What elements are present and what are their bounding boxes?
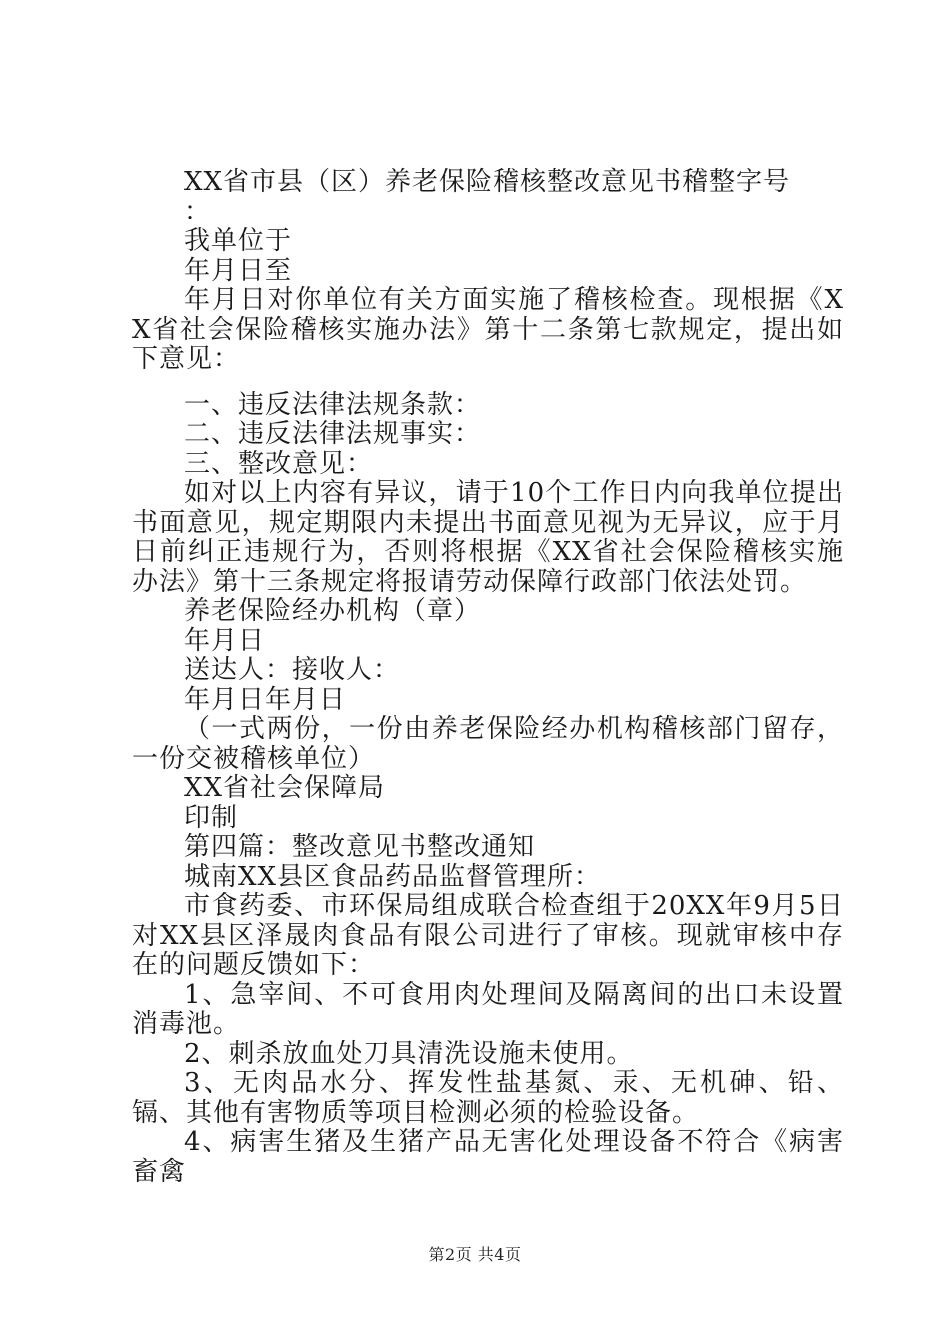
- doc-delivery-line: 送达人：接收人：: [184, 655, 401, 685]
- doc-section-heading: 三、整改意见：: [184, 448, 374, 479]
- doc-paragraph: 年月日至: [184, 255, 293, 286]
- doc-chapter-heading: 第四篇：整改意见书整改通知: [184, 832, 536, 862]
- doc-signature-org: 养老保险经办机构（章）: [184, 596, 482, 626]
- doc-paragraph: 我单位于: [184, 226, 293, 256]
- doc-addressee: ：: [184, 196, 212, 227]
- doc-paragraph: 如对以上内容有异议，请于10个工作日内向我单位提出书面意见，规定期限内未提出书面意见视为无异议，应于月日前纠正违规行为，否则将根据《XX省社会保险稽核实施办法》第十三条规定将报请劳动保障行政部门依法处罚。: [132, 478, 844, 597]
- doc-addressee: 城南XX县区食品药品监督管理所：: [184, 861, 602, 892]
- doc-issuer: XX省社会保障局: [184, 773, 386, 803]
- doc-section-heading: 二、违反法律法规事实：: [184, 419, 482, 449]
- doc-list-item: 4、病害生猪及生猪产品无害化处理设备不符合《病害畜禽: [132, 1127, 844, 1187]
- doc-list-item: 1、急宰间、不可食用肉处理间及隔离间的出口未设置消毒池。: [132, 979, 844, 1039]
- doc-date-line: 年月日: [184, 625, 266, 656]
- doc-paragraph: 市食药委、市环保局组成联合检查组于20XX年9月5日对XX县区泽晟肉食品有限公司进行了审核。现就审核中存在的问题反馈如下：: [132, 891, 844, 980]
- page-number-footer: 第2页 共4页: [428, 1245, 522, 1264]
- doc-paragraph: 年月日对你单位有关方面实施了稽核检查。现根据《XX省社会保险稽核实施办法》第十二条第七款规定，提出如下意见：: [132, 285, 844, 374]
- document-body: [132, 168, 844, 1187]
- doc-note: （一式两份，一份由养老保险经办机构稽核部门留存，一份交被稽核单位）: [132, 714, 844, 774]
- doc-issuer-note: 印制: [184, 802, 239, 833]
- doc-title: XX省市县（区）养老保险稽核整改意见书稽整字号: [184, 167, 791, 197]
- doc-list-item: 3、无肉品水分、挥发性盐基氮、汞、无机砷、铅、镉、其他有害物质等项目检测必须的检验设备。: [132, 1068, 844, 1128]
- doc-list-item: 2、刺杀放血处刀具清洗设施未使用。: [184, 1038, 634, 1069]
- doc-date-line: 年月日年月日: [184, 684, 347, 715]
- doc-section-heading: 一、违反法律法规条款：: [184, 389, 482, 420]
